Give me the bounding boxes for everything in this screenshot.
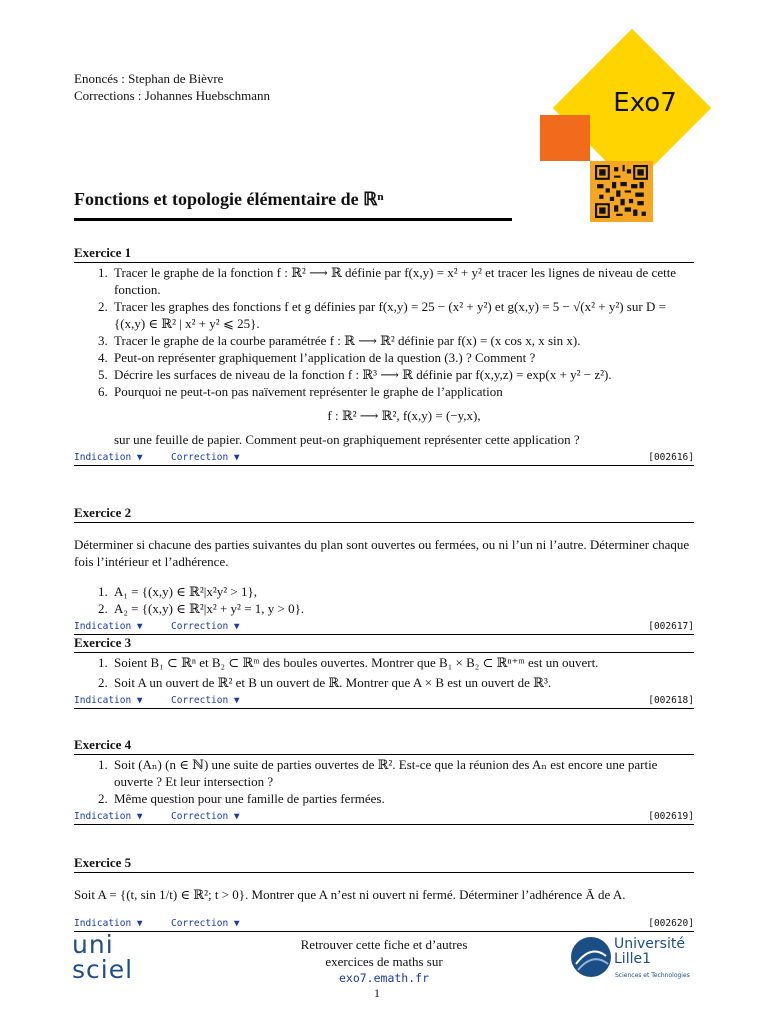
credits	[74, 70, 270, 104]
indication-link[interactable]: Indication ▼	[74, 621, 143, 632]
indication-link[interactable]: Indication ▼	[74, 918, 143, 929]
qr-code-icon[interactable]	[594, 165, 649, 218]
list-item: 1. Tracer le graphe de la fonction f : ℝ² ⟶ ℝ définie par f(x,y) = x² + y² et tracer les lignes de niveau de cette fonction.	[98, 265, 677, 297]
exercise-heading: Exercice 1	[74, 245, 132, 260]
correction-link[interactable]: Correction ▼	[171, 452, 240, 463]
list-item: 2. A₂ = {(x,y) ∈ ℝ²|x² + y² = 1, y > 0}.	[98, 601, 305, 616]
exercise-code: [002618]	[648, 695, 694, 706]
page-number: 1	[374, 986, 380, 1000]
exercise-list	[74, 756, 694, 807]
list-item-continuation: sur une feuille de papier. Comment peut-on graphiquement représenter cette application ?	[114, 432, 580, 447]
exercise-list	[74, 654, 694, 691]
exercise-intro: Déterminer si chacune des parties suivantes du plan sont ouvertes ou fermées, ou ni l’un ni l’autre. Déterminer chaque fois l’intérieur et l’adhérence.	[74, 537, 690, 569]
heading-rule	[74, 652, 694, 653]
logo-text: Exo7	[613, 88, 677, 118]
exercise-heading: Exercice 2	[74, 505, 132, 520]
exercise-2	[74, 504, 694, 635]
exercise-list	[74, 583, 694, 617]
exercise-4	[74, 736, 694, 825]
list-item: 1. Soit (Aₙ) (n ∈ ℕ) une suite de parties ouvertes de ℝ². Est-ce que la réunion des Aₙ est encore une partie ouverte ? Et leur intersection ?	[98, 757, 658, 789]
correction-link[interactable]: Correction ▼	[171, 811, 240, 822]
exercise-code: [002616]	[648, 452, 694, 463]
exercise-list	[74, 264, 694, 448]
exercise-end-rule	[74, 931, 694, 932]
exercise-links	[74, 619, 694, 634]
exercise-links	[74, 450, 694, 465]
unisciel-logo-bottom: sciel	[72, 955, 134, 984]
list-item: 4. Peut-on représenter graphiquement l’application de la question (3.) ? Comment ?	[98, 350, 536, 365]
enonces-credit: Enoncés : Stephan de Bièvre	[74, 71, 224, 86]
correction-link[interactable]: Correction ▼	[171, 918, 240, 929]
list-item: 2. Soit A un ouvert de ℝ² et B un ouvert de ℝ. Montrer que A × B est un ouvert de ℝ³.	[98, 675, 552, 690]
heading-rule	[74, 522, 694, 523]
footer-line-1: Retrouver cette fiche et d’autres	[300, 937, 468, 952]
exercise-links	[74, 916, 694, 931]
corrections-credit: Corrections : Johannes Huebschmann	[74, 88, 271, 103]
exercise-5	[74, 854, 694, 932]
exercise-heading: Exercice 4	[74, 737, 132, 752]
exercise-code: [002619]	[648, 811, 694, 822]
list-item: 2. Tracer les graphes des fonctions f et g définies par f(x,y) = 25 − (x² + y²) et g(x,y) = 5 − √(x² + y²) sur D = {(x,y) ∈ ℝ² | x² + y² ⩽ 25}.	[98, 299, 666, 331]
exercise-links	[74, 809, 694, 824]
exercise-end-rule	[74, 708, 694, 709]
heading-rule	[74, 754, 694, 755]
indication-link[interactable]: Indication ▼	[74, 452, 143, 463]
exercise-heading: Exercice 3	[74, 635, 132, 650]
exercise-heading: Exercice 5	[74, 855, 132, 870]
exercise-end-rule	[74, 465, 694, 466]
display-formula: f : ℝ² ⟶ ℝ², f(x,y) = (−y,x),	[327, 408, 481, 423]
page-title	[74, 188, 384, 210]
footer-url-link[interactable]: exo7.emath.fr	[338, 971, 429, 985]
exercise-end-rule	[74, 824, 694, 825]
indication-link[interactable]: Indication ▼	[74, 811, 143, 822]
exercise-code: [002620]	[648, 918, 694, 929]
exercise-3	[74, 634, 694, 709]
exercise-1	[74, 244, 694, 466]
exercise-links	[74, 693, 694, 708]
heading-rule	[74, 872, 694, 873]
list-item: 2. Même question pour une famille de parties fermées.	[98, 791, 385, 806]
logo-orange-square	[540, 115, 590, 161]
correction-link[interactable]: Correction ▼	[171, 695, 240, 706]
list-item: 1. A₁ = {(x,y) ∈ ℝ²|x²y² > 1},	[98, 584, 257, 599]
list-item: 1. Soient B₁ ⊂ ℝⁿ et B₂ ⊂ ℝᵐ des boules ouvertes. Montrer que B₁ × B₂ ⊂ ℝⁿ⁺ᵐ est un ouvert.	[98, 655, 599, 670]
page-title-text: Fonctions et topologie élémentaire de	[74, 189, 364, 209]
list-item: 5. Décrire les surfaces de niveau de la fonction f : ℝ³ ⟶ ℝ définie par f(x,y,z) = exp(x + y² − z²).	[98, 367, 612, 382]
exercise-code: [002617]	[648, 621, 694, 632]
heading-rule	[74, 262, 694, 263]
footer-text	[268, 936, 500, 987]
footer-line-2: exercices de maths sur	[325, 954, 443, 969]
exercise-intro: Soit A = {(t, sin 1/t) ∈ ℝ²; t > 0}. Montrer que A n’est ni ouvert ni fermé. Déterminer l’adhérence Ā de A.	[74, 887, 626, 902]
title-rule	[74, 218, 512, 221]
indication-link[interactable]: Indication ▼	[74, 695, 143, 706]
page-title-math: ℝⁿ	[363, 189, 384, 209]
lille-name: Université Lille1	[614, 936, 685, 967]
unisciel-logo-top: uni	[72, 930, 114, 959]
lille-subtitle: Sciences et Technologies	[615, 972, 690, 979]
correction-link[interactable]: Correction ▼	[171, 621, 240, 632]
list-item: 3. Tracer le graphe de la courbe paramétrée f : ℝ ⟶ ℝ² définie par f(x) = (x cos x, x sin x).	[98, 333, 581, 348]
list-item: 6. Pourquoi ne peut-t-on pas naïvement représenter le graphe de l’application f : ℝ² ⟶ ℝ², f(x,y) = (−y,x), sur une feuille de papier. Comment peut-on graphiquement représenter cette application ?	[74, 383, 694, 448]
